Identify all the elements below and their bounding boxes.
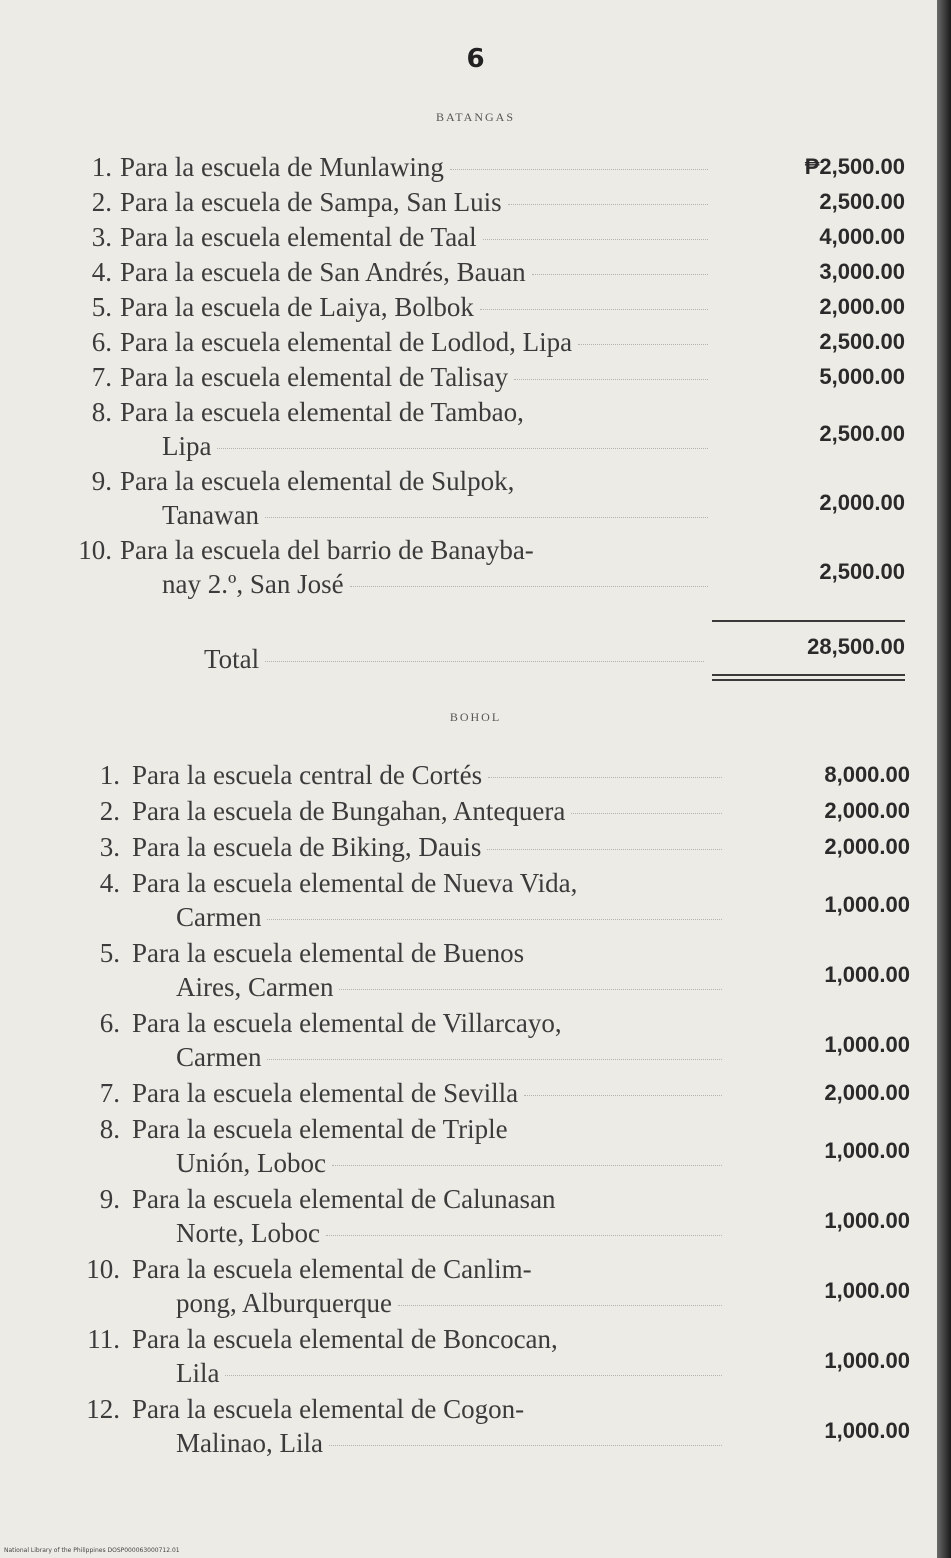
item-text-line: Para la escuela de Munlawing [120,152,444,182]
item-amount: 2,000.00 [819,294,905,319]
item-text-line: Para la escuela elemental de Lodlod, Lipa [120,327,573,357]
item-text-line: Malinao, Lila [176,1428,323,1458]
item-text-line: Para la escuela de Sampa, San Luis [120,187,502,217]
list-item [0,866,951,934]
item-amount: 1,000.00 [824,1278,910,1303]
item-text-line: pong, Alburquerque [176,1288,392,1318]
item-description [120,255,708,289]
page-number: 6 [466,44,485,74]
leader-dots [483,239,708,240]
leader-dots [578,344,708,345]
item-description [132,1112,722,1180]
item-description [120,150,708,184]
leader-dots [265,517,708,518]
item-text-line: Unión, Loboc [176,1148,326,1178]
item-number: 4. [91,257,112,287]
leader-dots [350,586,708,587]
item-description [132,1392,722,1460]
leader-dots [265,661,704,662]
list-item [0,1392,951,1460]
item-amount: 1,000.00 [824,1138,910,1163]
item-text-line: Para la escuela elemental de Cogon- [132,1394,525,1424]
list-item [0,150,951,184]
leader-dots [488,777,722,778]
leader-dots [326,1235,722,1236]
list-item [0,1006,951,1074]
item-amount: 2,000.00 [824,798,910,823]
item-number: 1. [91,152,112,182]
list-item [0,395,951,463]
item-text-line: Carmen [176,1042,262,1072]
item-text-line: Para la escuela elemental de Tambao, [120,397,524,427]
item-text-line: Norte, Loboc [176,1218,320,1248]
item-amount: 2,000.00 [819,490,905,515]
item-number: 3. [99,832,120,862]
item-description [132,794,722,828]
double-rule-top [712,674,905,676]
item-amount: 8,000.00 [824,762,910,787]
subtotal-rule [712,620,905,622]
item-amount: 1,000.00 [824,1032,910,1057]
item-amount: 1,000.00 [824,1418,910,1443]
item-text-line: Carmen [176,902,262,932]
total-label: Total [204,644,260,674]
item-text-line: Para la escuela elemental de Sulpok, [120,466,515,496]
item-description [120,220,708,254]
leader-dots [332,1165,722,1166]
item-text-line: Tanawan [162,500,260,530]
item-text-line: Para la escuela de Bungahan, Antequera [132,796,566,826]
leader-dots [480,309,708,310]
item-description [120,533,708,601]
item-amount: 2,000.00 [824,834,910,859]
item-text-line: Para la escuela elemental de Talisay [120,362,509,392]
item-amount: 2,500.00 [819,329,905,354]
item-description [132,1076,722,1110]
list-item [0,290,951,324]
list-item [0,1252,951,1320]
item-number: 4. [99,868,120,898]
item-description [132,1252,722,1320]
item-number: 5. [99,938,120,968]
item-number: 8. [99,1114,120,1144]
item-text-line: Para la escuela central de Cortés [132,760,483,790]
item-text-line: Lipa [162,431,212,461]
item-text-line: Aires, Carmen [176,972,334,1002]
item-amount: 1,000.00 [824,1348,910,1373]
item-description [132,936,722,1004]
item-number: 8. [91,397,112,427]
item-amount: 2,500.00 [819,559,905,584]
total-amount: 28,500.00 [807,634,905,659]
item-text-line: Para la escuela elemental de Nueva Vida, [132,868,578,898]
section-title-bohol: BOHOL [449,710,502,724]
item-text-line: Para la escuela de Laiya, Bolbok [120,292,474,322]
item-number: 9. [99,1184,120,1214]
item-number: 5. [91,292,112,322]
item-amount: 3,000.00 [819,259,905,284]
list-item [0,185,951,219]
list-item [0,533,951,601]
item-number: 10. [86,1254,120,1284]
item-text-line: Para la escuela del barrio de Banayba- [120,535,534,565]
item-text-line: Para la escuela elemental de Buenos [132,938,525,968]
item-number: 2. [91,187,112,217]
list-item [0,325,951,359]
list-item [0,1322,951,1390]
item-description [120,395,708,463]
item-number: 12. [86,1394,120,1424]
leader-dots [398,1305,722,1306]
list-item [0,255,951,289]
leader-dots [339,989,722,990]
item-amount: 4,000.00 [819,224,905,249]
list-item [0,936,951,1004]
item-number: 11. [87,1324,120,1354]
item-number: 9. [91,466,112,496]
list-item [0,360,951,394]
item-text-line: Para la escuela elemental de Boncocan, [132,1324,558,1354]
list-item [0,1076,951,1110]
leader-dots [217,448,708,449]
item-number: 7. [91,362,112,392]
item-description [132,758,722,792]
item-description [132,830,722,864]
leader-dots [508,204,708,205]
leader-dots [524,1095,722,1096]
item-amount: ₱2,500.00 [804,154,905,179]
item-description [120,290,708,324]
item-amount: 2,500.00 [819,189,905,214]
item-text-line: Para la escuela elemental de Triple [132,1114,508,1144]
leader-dots [329,1445,722,1446]
leader-dots [450,169,708,170]
leader-dots [225,1375,722,1376]
item-text-line: Para la escuela elemental de Sevilla [132,1078,519,1108]
item-number: 1. [99,760,120,790]
item-text-line: Para la escuela elemental de Calunasan [132,1184,556,1214]
section-title-batangas: BATANGAS [435,110,516,124]
item-description [132,1006,722,1074]
item-text-line: Lila [176,1358,220,1388]
item-description [120,464,708,532]
item-text-line: Para la escuela elemental de Canlim- [132,1254,532,1284]
leader-dots [267,919,722,920]
list-item [0,830,951,864]
list-item [0,794,951,828]
item-number: 6. [99,1008,120,1038]
item-text-line: Para la escuela elemental de Taal [120,222,477,252]
item-description [120,325,708,359]
leader-dots [487,849,722,850]
item-description [120,360,708,394]
item-number: 3. [91,222,112,252]
leader-dots [514,379,708,380]
leader-dots [571,813,722,814]
list-item [0,1112,951,1180]
list-item [0,1182,951,1250]
item-amount: 5,000.00 [819,364,905,389]
item-number: 10. [78,535,112,565]
item-description [132,1182,722,1250]
item-amount: 2,500.00 [819,421,905,446]
item-number: 6. [91,327,112,357]
leader-dots [267,1059,722,1060]
double-rule-bottom [712,679,905,681]
item-amount: 1,000.00 [824,892,910,917]
leader-dots [532,274,708,275]
item-number: 2. [99,796,120,826]
footer-note: National Library of the Philippines DOSP000063000712.01 [4,1547,180,1554]
list-item [0,758,951,792]
total-row [204,644,704,678]
item-text-line: Para la escuela elemental de Villarcayo, [132,1008,562,1038]
item-amount: 1,000.00 [824,1208,910,1233]
item-description [132,1322,722,1390]
item-amount: 1,000.00 [824,962,910,987]
item-number: 7. [99,1078,120,1108]
item-text-line: nay 2.º, San José [162,569,344,599]
item-description [132,866,722,934]
item-text-line: Para la escuela de San Andrés, Bauan [120,257,526,287]
item-amount: 2,000.00 [824,1080,910,1105]
item-description [120,185,708,219]
list-item [0,220,951,254]
item-text-line: Para la escuela de Biking, Dauis [132,832,482,862]
list-item [0,464,951,532]
